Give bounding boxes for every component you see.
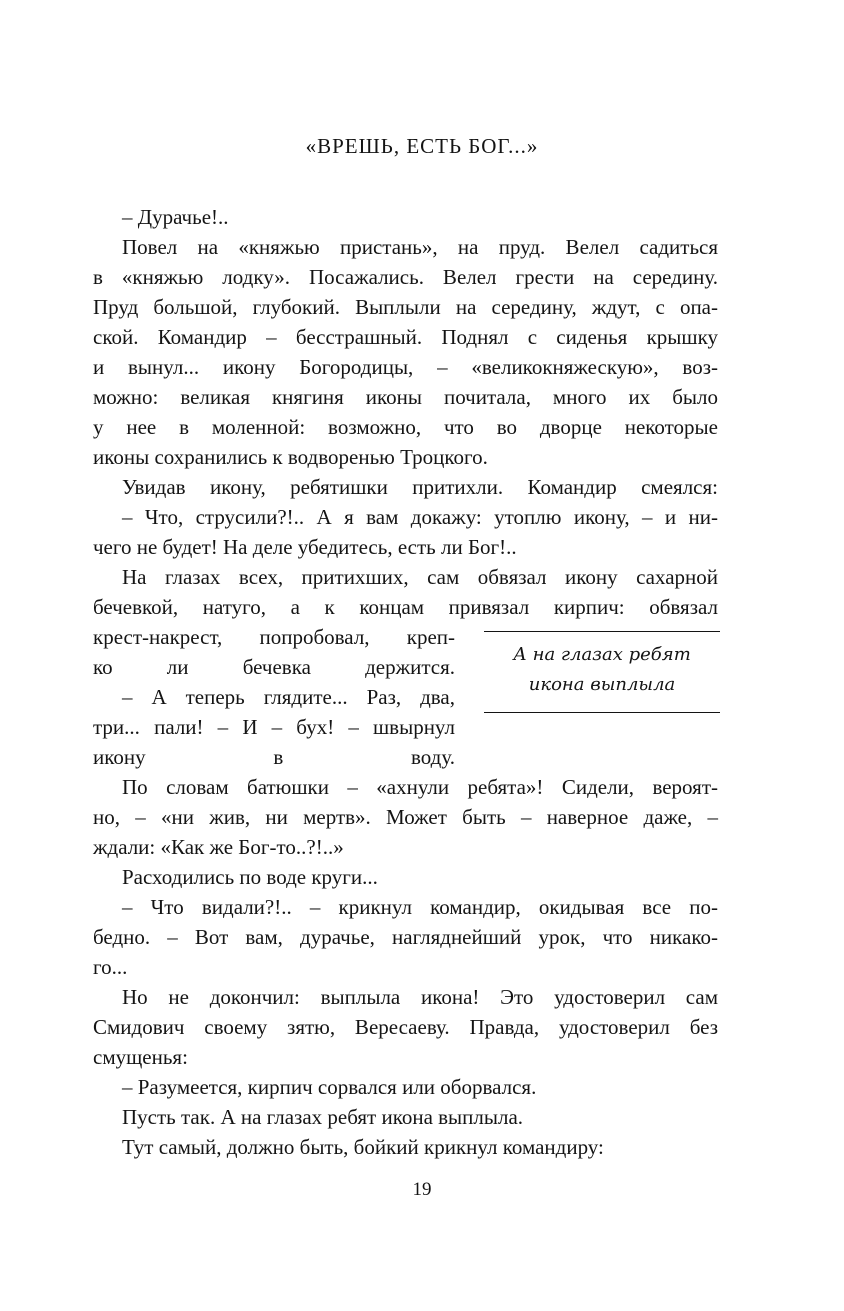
text-line: – Что, струсили?!.. А я вам докажу: утоплю икону, – и ни- (122, 505, 718, 529)
text-line: Увидав икону, ребятишки притихли. Командир смеялся: (122, 475, 718, 499)
text-line: смущенья: (93, 1045, 188, 1069)
text-line: бечевкой, натуго, а к концам привязал кирпич: обвязал (93, 595, 718, 619)
text-line: – Что видали?!.. – крикнул командир, окидывая все по- (122, 895, 718, 919)
text-line: Пусть так. А на глазах ребят икона выплыла. (122, 1105, 524, 1129)
running-header: «ВРЕШЬ, ЕСТЬ БОГ...» (305, 134, 539, 158)
text-line: Но не докончил: выплыла икона! Это удостоверил сам (122, 985, 718, 1009)
text-line: ждали: «Как же Бог-то..?!..» (93, 835, 344, 859)
text-line: иконы сохранились к водворенью Троцкого. (93, 445, 488, 469)
text-line: Смидович своему зятю, Вересаеву. Правда, удостоверил без (93, 1015, 718, 1039)
text-line: Тут самый, должно быть, бойкий крикнул командиру: (122, 1135, 604, 1159)
text-line: – Дурачье!.. (122, 205, 229, 229)
text-line: ко ли бечевка держится. (93, 655, 455, 679)
page-number: 19 (412, 1179, 432, 1200)
pull-quote (484, 631, 720, 713)
text-line: крест-накрест, попробовал, креп- (93, 625, 455, 649)
text-line: Пруд большой, глубокий. Выплыли на середину, ждут, с опа- (93, 295, 718, 319)
text-line: – Разумеется, кирпич сорвался или оборвался. (122, 1075, 537, 1099)
text-line: По словам батюшки – «ахнули ребята»! Сидели, вероят- (122, 775, 718, 799)
pull-quote-line: А на глазах ребят (513, 644, 691, 665)
text-line: На глазах всех, притихших, сам обвязал икону сахарной (122, 565, 718, 589)
text-line: – А теперь глядите... Раз, два, (122, 685, 455, 709)
text-line: ской. Командир – бесстрашный. Поднял с сиденья крышку (93, 325, 718, 349)
pull-quote-line: икона выплыла (528, 674, 676, 695)
text-line: Повел на «княжью пристань», на пруд. Велел садиться (122, 235, 718, 259)
text-line: в «княжью лодку». Посажались. Велел грести на середину. (93, 265, 718, 289)
text-line: икону в воду. (93, 745, 455, 769)
text-line: бедно. – Вот вам, дурачье, нагляднейший урок, что никако- (93, 925, 718, 949)
text-line: чего не будет! На деле убедитесь, есть ли Бог!.. (93, 535, 517, 559)
text-line: три... пали! – И – бух! – швырнул (93, 715, 455, 739)
text-line: Расходились по воде круги... (122, 865, 378, 889)
text-line: и вынул... икону Богородицы, – «великокняжескую», воз- (93, 355, 718, 379)
text-line: у нее в моленной: возможно, что во дворце некоторые (93, 415, 718, 439)
text-line: го... (93, 955, 128, 979)
text-line: но, – «ни жив, ни мертв». Может быть – наверное даже, – (93, 805, 718, 829)
text-line: можно: великая княгиня иконы почитала, много их было (93, 385, 718, 409)
